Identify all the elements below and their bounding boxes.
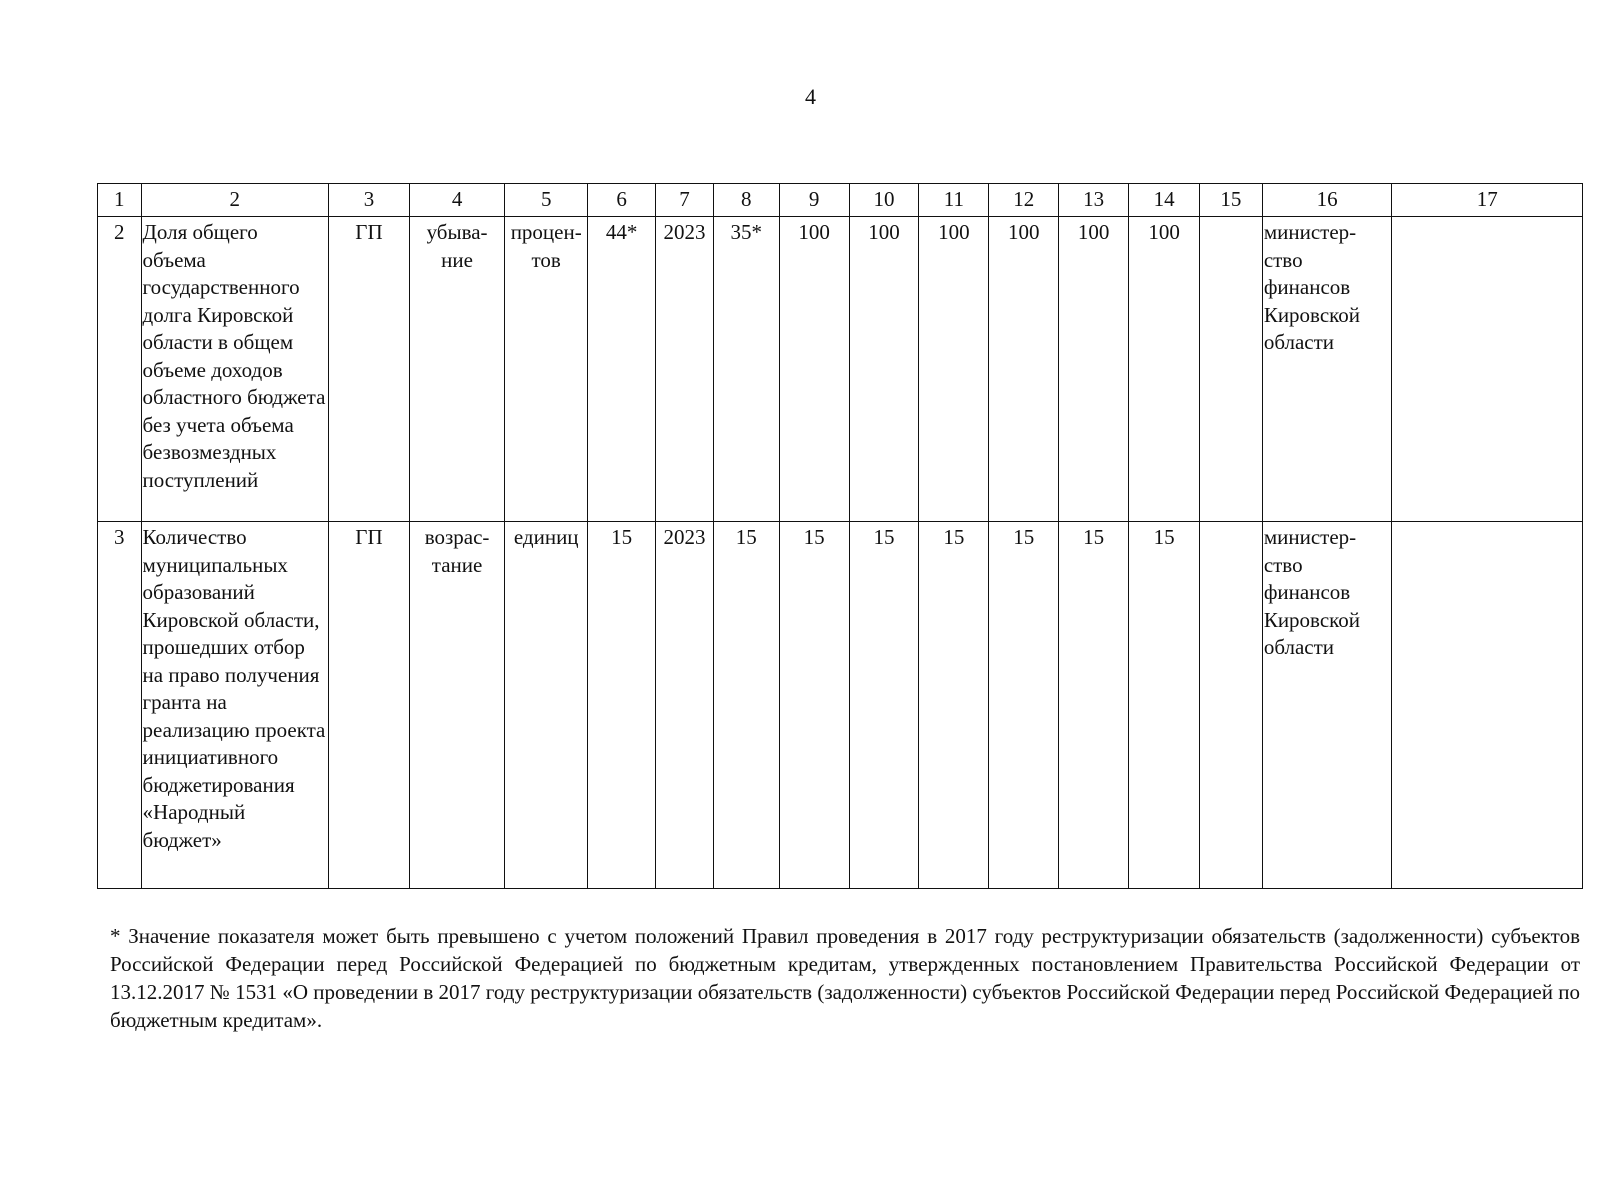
table-row [98, 217, 1583, 522]
value-cell: 100 [1059, 217, 1129, 522]
unit-of-measure: единиц [505, 522, 588, 889]
indicator-level: ГП [328, 522, 409, 889]
value-cell [1200, 522, 1263, 889]
column-number: 16 [1262, 184, 1392, 217]
column-number: 5 [505, 184, 588, 217]
footnote: * Значение показателя может быть превышено с учетом положений Правил проведения в 2017 году реструктуризации обязательств (задолженности) субъектов Российской Федерации перед Российской Федерацией по бюджетным кредитам, утвержденных постановлением Правительства Российской Федерации от 13.12.2017 № 1531 «О проведении в 2017 году реструктуризации обязательств (задолженности) субъектов Российской Федерации перед Российской Федерацией по бюджетным кредитам». [110, 924, 1580, 1032]
column-number: 17 [1392, 184, 1583, 217]
page-number: 4 [805, 84, 816, 109]
value-cell: 15 [1059, 522, 1129, 889]
column-number: 14 [1129, 184, 1200, 217]
value-cell: 15 [1129, 522, 1200, 889]
value-cell: 100 [779, 217, 849, 522]
indicator-level: ГП [328, 217, 409, 522]
indicator-name: Количество муниципальных образований Кировской области, прошедших отбор на право получения гранта на реализацию проекта инициативного бюджетирования «Народный бюджет» [141, 522, 328, 889]
column-number: 6 [588, 184, 656, 217]
indicator-trend: убыва-ние [409, 217, 504, 522]
column-number: 12 [989, 184, 1059, 217]
responsible-body: министер-ство финансов Кировской области [1262, 217, 1392, 522]
column-number: 9 [779, 184, 849, 217]
value-cell: 15 [779, 522, 849, 889]
unit-of-measure: процен-тов [505, 217, 588, 522]
value-cell [1200, 217, 1263, 522]
indicator-name: Доля общего объема государственного долга Кировской области в общем объеме доходов областного бюджета без учета объема безвозмездных поступлений [141, 217, 328, 522]
column-number: 1 [98, 184, 142, 217]
notes-cell [1392, 522, 1583, 889]
value-cell: 100 [919, 217, 989, 522]
column-number-row [98, 184, 1583, 217]
column-number: 11 [919, 184, 989, 217]
base-value: 44* [588, 217, 656, 522]
column-number: 3 [328, 184, 409, 217]
value-cell: 15 [919, 522, 989, 889]
row-number: 3 [98, 522, 142, 889]
row-number: 2 [98, 217, 142, 522]
notes-cell [1392, 217, 1583, 522]
column-number: 2 [141, 184, 328, 217]
base-value: 15 [588, 522, 656, 889]
column-number: 4 [409, 184, 504, 217]
value-cell: 15 [989, 522, 1059, 889]
value-cell: 15 [849, 522, 919, 889]
value-cell: 15 [713, 522, 779, 889]
indicator-trend: возрас-тание [409, 522, 504, 889]
column-number: 10 [849, 184, 919, 217]
value-cell: 100 [849, 217, 919, 522]
value-cell: 100 [1129, 217, 1200, 522]
value-cell: 100 [989, 217, 1059, 522]
base-year: 2023 [656, 522, 714, 889]
indicators-table [97, 183, 1583, 889]
base-year: 2023 [656, 217, 714, 522]
column-number: 7 [656, 184, 714, 217]
responsible-body: министер-ство финансов Кировской области [1262, 522, 1392, 889]
column-number: 13 [1059, 184, 1129, 217]
column-number: 8 [713, 184, 779, 217]
table-row [98, 522, 1583, 889]
value-cell: 35* [713, 217, 779, 522]
column-number: 15 [1200, 184, 1263, 217]
